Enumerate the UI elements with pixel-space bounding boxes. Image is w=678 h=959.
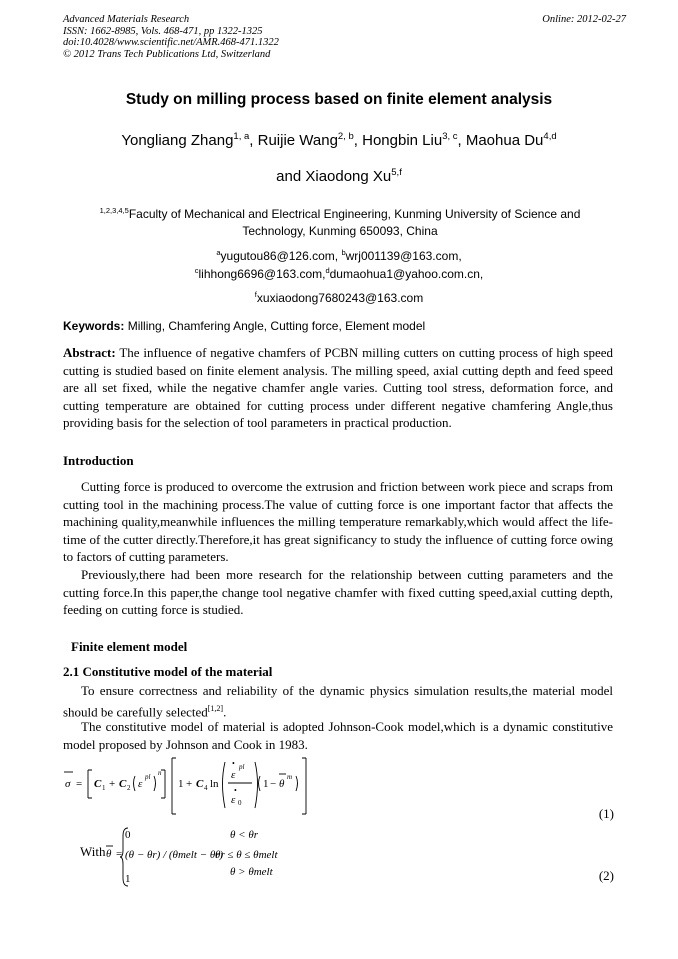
abstract [63, 344, 613, 432]
email-line-3: $^f$xuxiaodong7680243@163.com [254, 290, 424, 305]
case-2-value: (θ − θr) / (θmelt − θr) [125, 849, 224, 861]
svg-text:ε: ε [231, 794, 236, 806]
author-name: Yongliang Zhang [121, 132, 234, 149]
author-sup: 2, b [337, 131, 354, 142]
affiliation [80, 202, 600, 240]
svg-text:+: + [186, 778, 193, 790]
abstract-label: Abstract: [63, 345, 116, 360]
svg-text:4: 4 [204, 784, 208, 792]
svg-text:m: m [287, 773, 293, 781]
issn-line: ISSN: 1662-8985, Vols. 468-471, pp 1322-1325 [63, 25, 263, 37]
svg-text:ε: ε [138, 778, 143, 790]
email-line-1: $^a$yugutou86@126.com, $^b$wrj001139@163.com, [216, 248, 462, 263]
author-line-2 [0, 167, 678, 185]
journal-name: Advanced Materials Research [63, 14, 190, 25]
email-address: xuxiaodong7680243@163.com [256, 291, 424, 305]
abstract-text: The influence of negative chamfers of PCBN milling cutters on cutting process of high speed cutting is studied based on finite element analysis. The milling speed, axial cutting depth and feed speed are all set fixed, while the negative chamfer angle varies. Cutting tool stress, deformation force, and cutting temperature are obtained for cutting process under different negative chamfering Angle,thus providing basis for the selection of tool parameters in practical production. [63, 345, 613, 431]
svg-text:2: 2 [127, 784, 131, 792]
constitutive-paragraph-1: To ensure correctness and reliability of the dynamic physics simulation results,the material model should be carefully selected[1,2]. [63, 683, 613, 719]
author-sup: 4,d [543, 131, 557, 142]
author-sup: 1, a [233, 131, 250, 142]
author-name: Hongbin Liu [362, 132, 443, 149]
email-address: yugutou86@126.com, [220, 249, 342, 263]
svg-text:pl: pl [145, 773, 151, 781]
svg-text:ln: ln [210, 778, 219, 790]
introduction-heading: Introduction [63, 453, 134, 468]
paper-title: Study on milling process based on finite element analysis [125, 91, 553, 108]
case-3-condition: θ > θmelt [230, 866, 273, 878]
svg-text:•: • [232, 759, 235, 768]
author-line-1: Yongliang Zhang$^{1, a}$, Ruijie Wang$^{2, b}$, Hongbin Liu$^{3, c}$, Maohua Du$^{4,d}$ [121, 131, 557, 149]
affiliation-sup: 1,2,3,4,5 [99, 206, 129, 215]
constitutive-subheading: 2.1 Constitutive model of the material [63, 664, 273, 679]
case-2-condition: θr ≤ θ ≤ θmelt [215, 849, 278, 861]
keywords-label: Keywords: [63, 319, 125, 333]
johnson-cook-equation [60, 756, 320, 816]
case-1-condition: θ < θr [230, 829, 259, 841]
svg-text:=: = [76, 778, 83, 790]
author-name: and Xiaodong Xu [276, 168, 392, 185]
fem-heading: Finite element model [71, 639, 188, 654]
svg-text:θ: θ [279, 778, 285, 790]
author-sup: 5,f [391, 167, 402, 178]
journal-header [63, 14, 279, 60]
svg-text:•: • [234, 786, 237, 795]
svg-text:C: C [196, 778, 204, 790]
svg-text:1: 1 [263, 778, 269, 790]
equation-2-number: (2) [598, 868, 614, 883]
case-3-value: 1 [125, 873, 131, 885]
introduction-paragraph-2: Previously,there had been more research for the relationship between cutting parameters and the cutting force.In this paper,the change tool negative chamfer with fixed cutting speed,axial cutting depth, feeding on cutting force is studied. [63, 567, 613, 618]
doi-line: doi:10.4028/www.scientific.net/AMR.468-471.1322 [63, 37, 279, 48]
introduction-paragraph-1: Cutting force is produced to overcome the extrusion and friction between work piece and scraps from cutting tool in the machining process.The value of cutting force is one important factor that affects the machining quality,meanwhile influences the milling temperature remarkably,which would affect the life-time of the cutter directly.Therefore,it has great significancy to study the influence of cutting force owing to factors of cutting parameters. [63, 479, 613, 565]
author-name: Ruijie Wang [257, 132, 338, 149]
author-sup: 3, c [442, 131, 458, 142]
email-line-2: $^c$lihhong6696@163.com,$^d$dumaohua1@yahoo.com.cn, [194, 266, 484, 281]
online-date: Online: 2012-02-27 [542, 14, 626, 25]
citation: [1,2] [207, 703, 224, 713]
case-1-value: 0 [125, 829, 131, 841]
affiliation-text: Faculty of Mechanical and Electrical Engineering, Kunming University of Science and Technology, Kunming 650093, China [128, 207, 581, 238]
svg-text:pl: pl [239, 763, 245, 771]
constitutive-paragraph-2: The constitutive model of material is adopted Johnson-Cook model,which is a dynamic constitutive model proposed by Johnson and Cook in 1983. [63, 719, 613, 752]
email-address: wrj001139@163.com, [345, 249, 462, 263]
svg-text:0: 0 [238, 799, 242, 807]
svg-text:+: + [109, 778, 116, 790]
svg-text:θ: θ [106, 848, 112, 860]
svg-text:1: 1 [102, 784, 106, 792]
keywords-text: Milling, Chamfering Angle, Cutting force, Element model [124, 319, 426, 333]
with-label: With [80, 844, 106, 859]
svg-text:ε: ε [231, 769, 236, 781]
svg-text:σ: σ [65, 778, 71, 790]
email-address: dumaohua1@yahoo.com.cn, [329, 267, 484, 281]
copyright-line: © 2012 Trans Tech Publications Ltd, Switzerland [63, 48, 271, 60]
author-name: Maohua Du [465, 132, 544, 149]
equation-1-number: (1) [598, 806, 614, 821]
svg-text:1: 1 [178, 778, 184, 790]
svg-text:−: − [270, 778, 277, 790]
svg-text:C: C [94, 778, 102, 790]
svg-text:C: C [119, 778, 127, 790]
keywords [63, 319, 425, 333]
email-address: lihhong6696@163.com, [198, 267, 326, 281]
svg-text:=: = [116, 848, 123, 860]
svg-text:n: n [158, 769, 162, 777]
